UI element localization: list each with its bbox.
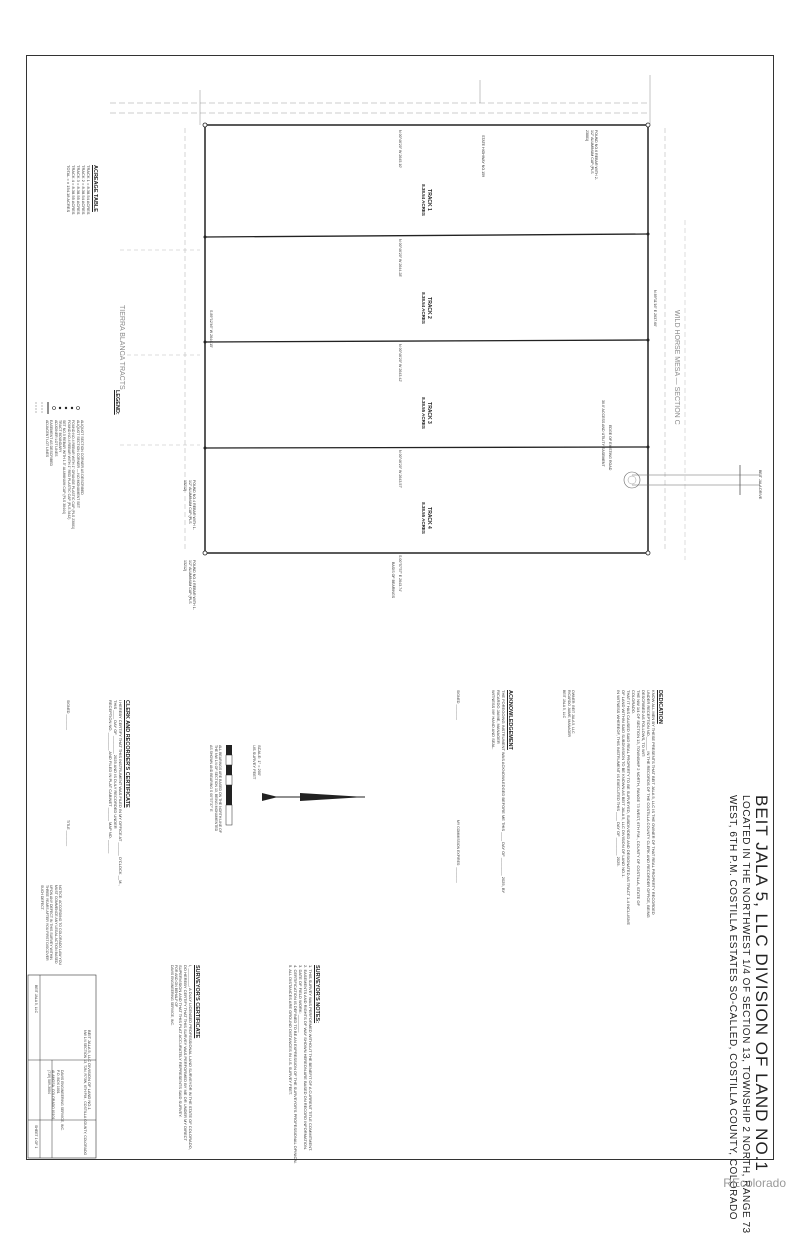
note-line: 1. THIS SURVEY WAS PERFORMED WITHOUT THE BENEFIT OF A CURRENT TITLE COMMITMENT. [308, 965, 314, 1152]
owner-line: OWNER: BEIT JALA 5, LLC [571, 690, 575, 734]
clerk-certificate [108, 700, 130, 886]
tb-client: BEIT JALA 5, LLC [34, 985, 38, 1014]
track-3-label [420, 373, 432, 453]
north-arrow [262, 793, 365, 801]
dedication-line: IN WITNESS WHEREOF, THIS INSTRUMENT IS EXECUTED THIS ____ DAY OF ________ 2025. [616, 690, 622, 867]
legend-row: ALIQUOT SECTION CORNER AS DESCRIBED [80, 420, 84, 495]
note-line: 2. EASEMENTS AND RIGHTS OF WAY SHOWN HEREON ARE BASED ON RECORD INFORMATION. [303, 965, 309, 1150]
acreage-row: TRACK 1 = 8.38.54 ACRES [86, 165, 92, 215]
manager-line: RICARDO JAIME, MANAGER [566, 690, 571, 738]
legend-header-wrap [113, 390, 120, 415]
note-line: 4. CERTIFICATION IS DEFINED TO BE AN EXPRESSION OF THE SURVEYOR'S PROFESSIONAL OPINION. [293, 965, 299, 1164]
legend-header: LEGEND: [114, 390, 120, 415]
track-name: TRACK 3 [426, 402, 432, 424]
corner-marker [203, 123, 207, 127]
dedication-line: THE NW 1/4 OF SECTION 13, TOWNSHIP 2 NORTH, RANGE 73 WEST, 6TH P.M., COUNTY OF COSTILLA, STATE OF [636, 690, 642, 906]
page-subtitle-2: WEST, 6TH P.M. COSTILLA ESTATES SO-CALLED, COSTILLA COUNTY, COLORADO [727, 795, 739, 1221]
acknowledgement-header: ACKNOWLEDGEMENT [507, 690, 513, 750]
acreage-total: TOTAL = ± 154.18 ACRES [66, 165, 72, 213]
cert-line: FOR AND ON BEHALF OF [174, 965, 179, 1008]
dedication-line: DESCRIBED AS FOLLOWS, TO WIT: [641, 690, 647, 757]
corner-marker [204, 236, 207, 239]
dedication-section [616, 690, 663, 925]
signed-line: SIGNED ________ [456, 690, 460, 720]
track-4-label [420, 478, 432, 558]
legend-row: TRACT BOUNDARY [58, 420, 63, 453]
state-highway-label: STATE HIGHWAY NO.159 [481, 135, 485, 178]
clerk-line: THIS ____ DAY OF ________ 2025 AND IS DULY RECORDED UNDER [113, 700, 119, 829]
clerk-line: RECEPTION NO. ________ AND FILED IN PLAT CABINET ______ MAP NO. ______ [108, 700, 114, 854]
surveyor-notes-header: SURVEYOR'S NOTES: [314, 965, 320, 1024]
title-block-project [83, 1030, 92, 1155]
track-1-label [420, 160, 432, 240]
legend-row: EASEMENT AS DESCRIBED [49, 420, 54, 467]
note-line: 5. ALL DISTANCES ARE GROUND DISTANCES IN U.S. SURVEY FEET. [288, 965, 294, 1096]
rebar-note-1: FOUND NO.6 REBAR WITH 2-1/2" ALUMINUM CAP (PLS 23881) [585, 130, 598, 180]
track-name: TRACK 2 [426, 297, 432, 319]
bearing-div3: N 00°46'20" W 2643.57' [398, 450, 402, 489]
acreage-row: TRACK 4 = 8.38.55 ACRES [71, 165, 77, 215]
acreage-row: TRACK 2 = 8.38.54 ACRES [81, 165, 87, 215]
dedication-line: KNOW ALL MEN BY THESE PRESENTS THAT BEIT JALA 5, LLC IS THE OWNER OF THAT REAL PROPERTY RECORDED [651, 690, 657, 915]
legend-row: ADJOINER LOT LINES [53, 420, 58, 457]
cert-line: SUPERVISION AND THAT THIS PLAT ACCURATELY REPRESENTS SAID SURVEY. [178, 965, 184, 1118]
note-line: 3. DATE OF FIELD WORK: ________ [298, 965, 304, 1033]
existing-road-label: EDGE OF EXISTING ROAD [608, 425, 612, 471]
corner-marker [647, 446, 650, 449]
track-acres: 8.38.55 ACRES [420, 502, 426, 534]
tb-desc: NW 1/4 SECTION 13, T2N, R73W, 6TH P.M., COSTILLA COUNTY, COLORADO [83, 1030, 87, 1156]
ack-commission [456, 820, 460, 883]
track-acres: 8.38.55 ACRES [420, 397, 426, 429]
owner-name-line: BEIT JALA 5, LLC [562, 690, 567, 719]
tb-phone: (719) 589-3004 [46, 1070, 51, 1094]
basis-of-bearings-label: BASIS OF BEARINGS [391, 562, 395, 599]
clerk-header: CLERK AND RECORDER'S CERTIFICATE [124, 700, 130, 808]
surveyor-cert-header: SURVEYOR'S CERTIFICATE [194, 965, 200, 1039]
legend-row: ALIQUOT SECTION CORNER — NO MONUMENT SET [75, 420, 80, 508]
corner-marker [204, 341, 207, 344]
commission-line: MY COMMISSION EXPIRES: ________ [456, 820, 460, 883]
notice [40, 885, 62, 970]
dedication-header: DEDICATION [657, 690, 663, 724]
track-2-label [420, 268, 432, 348]
acknowledgement-section [491, 690, 513, 893]
notice-text: NOTICE: ACCORDING TO COLORADO LAW YOU MUST COMMENCE ANY LEGAL ACTION BASED UPON ANY DEFECT IN THIS SURVEY WITHIN THREE YEARS AFTER YOU FIRST DISCOVER SUCH DEFECT. [40, 885, 62, 965]
title-block-firm [47, 1070, 65, 1131]
tb-addr1: P.O. BOX 1001 [55, 1070, 60, 1094]
cul-de-sac-inner [628, 476, 636, 484]
scale-section [252, 745, 262, 779]
beit-jala-drive-label: BEIT JALA DRIVE [758, 470, 762, 500]
dedication-signature [562, 690, 575, 737]
dedication-line: COLORADO. [631, 690, 637, 715]
corner-marker [204, 447, 207, 450]
surveyor-certificate [169, 965, 200, 1150]
cert-line: DAVIS ENGINEERING SERVICE, INC. [169, 965, 174, 1026]
bearing-div1: N 00°46'20" W 2644.28' [398, 239, 402, 278]
legend-rows [45, 420, 84, 529]
bearing-div2: N 00°46'20" W 2643.42' [398, 344, 402, 383]
tierra-blanca-label: TIERRA BLANCA TRACTS [118, 305, 125, 390]
clerk-signed [66, 700, 70, 730]
acreage-row: TRACK 3 = 8.38.55 ACRES [76, 165, 82, 215]
dedication-line: OF LAND WITHIN SAID SUBDIVISION TO BE KNOWN AS BEIT JALA 5, LLC DIVISION OF LAND NO.1. [621, 690, 627, 878]
ack-signed [456, 690, 460, 720]
legend-row: SET NO.5 REBAR WITH 1.5" ALUMINUM CAP (PLS 38444) [62, 420, 67, 515]
clerk-title-line: TITLE ________ [66, 820, 70, 847]
utility-easement-label: 30.0' ACCESS AND UTILITY EASEMENT [601, 400, 605, 467]
corner-marker [647, 339, 650, 342]
surveyor-notes [288, 965, 320, 1164]
tb-firm: DAVIS ENGINEERING SERVICE, INC. [60, 1070, 64, 1131]
ack-line: RICARDO JAIME, MANAGER [496, 690, 502, 744]
rebar-note-2: FOUND NO.4 REBAR WITH 1-1/2" ALUMINUM CAP (PLS 13212) [183, 480, 196, 530]
tb-sheet: SHEET 1 OF 1 [34, 1125, 38, 1149]
legend-row: FOUND NO.4 REBAR WITH 1" RED PLASTIC CAP (PLS 3442) [66, 420, 71, 520]
acreage-table [66, 165, 98, 214]
dedication-line: THAT IT HAS CAUSED SAID REAL PROPERTY TO BE SURVEYED, SUBDIVIDED AND DESIGNATED AS TRACT 1-4 INCLUSIVE [626, 690, 632, 926]
track-name: TRACK 4 [426, 507, 432, 529]
tb-project: BEIT JALA 5, LLC DIVISION OF LAND NO.1 [87, 1030, 92, 1110]
rebar-note-3: FOUND NO.4 REBAR WITH 1-1/2" ALUMINUM CAP (PLS 13212) [183, 560, 196, 610]
bearing-left: S 89°12'46" W 2644.15' [209, 310, 213, 348]
page-title: BEIT JALA 5, LLC DIVISION OF LAND NO.1 [752, 795, 771, 1172]
legend-symbols [36, 402, 80, 414]
corner-marker [646, 551, 650, 555]
clerk-signed-line: SIGNED ________ [66, 700, 70, 730]
acreage-header: ACREAGE TABLE [92, 165, 98, 212]
clerk-line: I HEREBY CERTIFY THAT THIS INSTRUMENT WAS FILED IN MY OFFICE AT ______ O'CLOCK __M., [118, 700, 124, 886]
corner-marker [646, 123, 650, 127]
legend-row: ADJACENT LOT LINES [45, 420, 49, 458]
scale-label: SCALE: 1" = 200' [257, 745, 262, 776]
cul-de-sac [624, 472, 640, 488]
tb-addr2: ALAMOSA, COLORADO 81101 [51, 1070, 56, 1120]
wild-horse-label: WILD HORSE MESA — SECTION C [673, 310, 680, 425]
track-acres: 8.38.54 ACRES [420, 184, 426, 216]
scale-units: US SURVEY FEET [252, 745, 257, 780]
bearing-right: N 89°11'16" E 2637.60' [653, 290, 657, 327]
track-name: TRACK 1 [426, 189, 432, 211]
bearing-bottom: S 00°57'37" E 2643.74' [398, 555, 402, 592]
cert-line: I, ________, A DULY LICENSED PROFESSIONAL LAND SURVEYOR IN THE STATE OF COLORADO, [188, 965, 194, 1150]
basis-note [209, 745, 222, 835]
title-block-sheet [34, 1125, 38, 1148]
corner-marker [203, 551, 207, 555]
clerk-title [66, 820, 70, 846]
bearing-top: N 00°46'20" W 2645.10' [398, 130, 402, 169]
cert-line: DO HEREBY CERTIFY THAT THIS SURVEY WAS PERFORMED BY ME OR UNDER MY DIRECT [183, 965, 189, 1141]
scale-bar [226, 745, 232, 825]
ack-line: THE FOREGOING INSTRUMENT WAS ACKNOWLEDGED BEFORE ME THIS ____ DAY OF ________ 2025, BY [501, 690, 507, 894]
page-subtitle-1: LOCATED IN THE NORTHWEST 1/4 OF SECTION 13, TOWNSHIP 2 NORTH, RANGE 73 [739, 795, 751, 1234]
dedication-line: UNDER RECEPTION NO.______ IN THE RECORDS OF THE COSTILLA COUNTY CLERK AND RECORDER OFFICE, BEING [646, 690, 652, 918]
legend-row: FOUND NO.4 REBAR WITH 1" ORANGE PLASTIC CAP (PLS 23881) [71, 420, 76, 530]
basis-note-text: ALL BEARINGS ARE BASED ON THE NORTH LINE OF THE NW 1/4 OF SECTION 13, BEING MONUMENTED AS SHOWN AND BEARING S 00°57'37" E [209, 745, 222, 834]
title-block [726, 795, 772, 1234]
corner-marker [647, 233, 650, 236]
title-block-client [34, 985, 38, 1013]
watermark: REcolorado [723, 1176, 786, 1190]
track-acres: 8.38.54 ACRES [420, 292, 426, 324]
ack-line: WITNESS MY HAND AND SEAL. [491, 690, 497, 750]
